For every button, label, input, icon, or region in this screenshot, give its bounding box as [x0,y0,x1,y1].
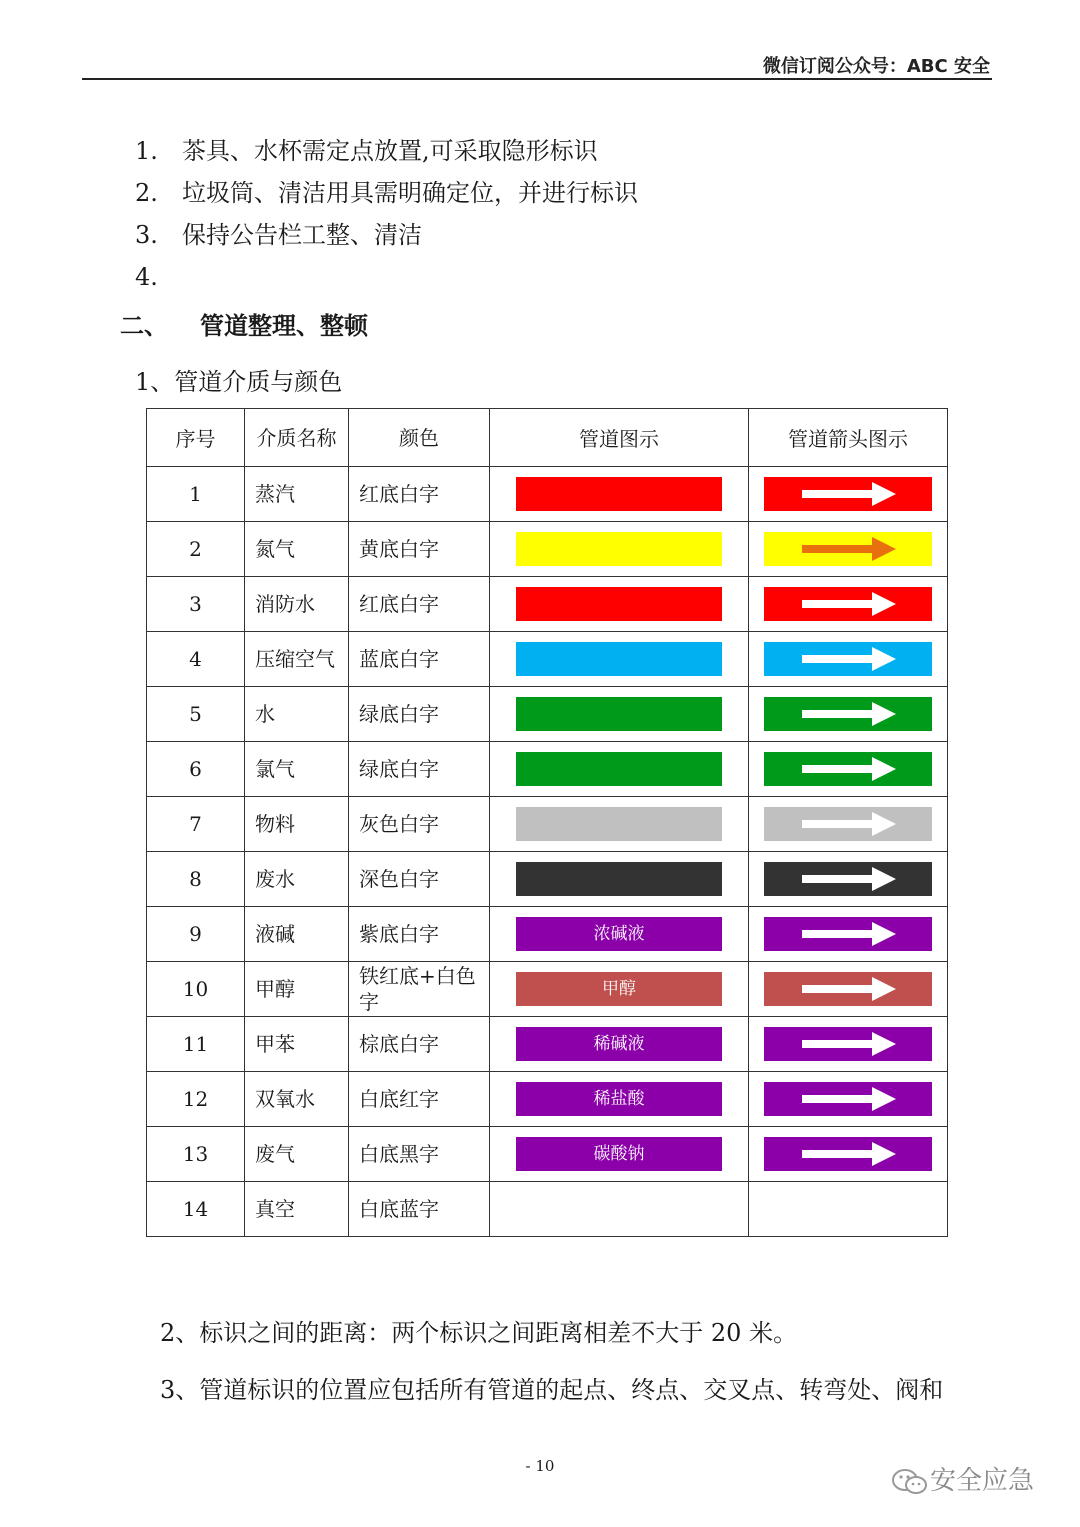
arrow-shape [802,757,896,781]
pipe-arrow-swatch [764,972,932,1006]
arrow-right-icon [764,862,932,896]
cell-arrow [749,577,948,632]
cell-pipe [490,1017,749,1072]
arrow-shape [802,702,896,726]
cell-index: 7 [147,797,245,852]
pipe-arrow-swatch [764,697,932,731]
pipe-arrow-swatch [764,862,932,896]
watermark-text: 安全应急 [930,1466,1035,1496]
cell-pipe [490,962,749,1017]
table-header-row [147,409,948,467]
cell-arrow [749,522,948,577]
cell-arrow [749,962,948,1017]
header-title: 微信订阅公众号：ABC 安全 [762,56,990,77]
cell-index: 6 [147,742,245,797]
table-row [147,632,948,687]
cell-medium: 甲苯 [245,1017,349,1072]
cell-pipe [490,467,749,522]
cell-color: 白底红字 [349,1072,490,1127]
cell-index: 11 [147,1017,245,1072]
arrow-right-icon [764,807,932,841]
table-row [147,907,948,962]
pipe-swatch [516,807,722,841]
cell-index: 12 [147,1072,245,1127]
cell-index: 5 [147,687,245,742]
cell-color: 白底蓝字 [349,1182,490,1237]
pipe-swatch [516,697,722,731]
cell-color: 深色白字 [349,852,490,907]
arrow-right-icon [764,477,932,511]
cell-color: 蓝底白字 [349,632,490,687]
watermark [890,1460,1034,1497]
cell-color: 棕底白字 [349,1017,490,1072]
page-header [82,50,992,80]
cell-color: 灰色白字 [349,797,490,852]
pipe-arrow-swatch [764,1137,932,1171]
cell-pipe [490,632,749,687]
subsection-title: 1、管道介质与颜色 [135,368,343,396]
table-row [147,467,948,522]
cell-index: 2 [147,522,245,577]
cell-medium: 压缩空气 [245,632,349,687]
table-row [147,577,948,632]
pipe-swatch: 甲醇 [516,972,722,1006]
pipe-swatch: 浓碱液 [516,917,722,951]
cell-color: 红底白字 [349,467,490,522]
arrow-shape [802,977,896,1001]
table-row [147,852,948,907]
cell-medium: 真空 [245,1182,349,1237]
cell-pipe [490,1072,749,1127]
cell-arrow [749,632,948,687]
cell-arrow [749,797,948,852]
cell-arrow [749,1017,948,1072]
cell-medium: 氯气 [245,742,349,797]
list-item-number: 2. [135,179,158,207]
pipe-swatch [516,587,722,621]
cell-pipe [490,522,749,577]
cell-index: 8 [147,852,245,907]
arrow-shape [802,537,896,561]
list-item-number: 4. [135,263,158,291]
arrow-shape [802,867,896,891]
pipe-arrow-swatch [764,1027,932,1061]
cell-medium: 甲醇 [245,962,349,1017]
cell-color: 铁红底+白色字 [349,962,490,1017]
cell-pipe [490,797,749,852]
pipe-arrow-swatch [764,477,932,511]
arrow-right-icon [764,1027,932,1061]
cell-medium: 废水 [245,852,349,907]
cell-pipe [490,1182,749,1237]
cell-pipe [490,852,749,907]
arrow-right-icon [764,532,932,566]
pipe-arrow-swatch [764,917,932,951]
cell-arrow [749,907,948,962]
cell-index: 1 [147,467,245,522]
cell-arrow [749,1182,948,1237]
cell-color: 白底黑字 [349,1127,490,1182]
pipe-arrow-swatch [764,807,932,841]
cell-medium: 消防水 [245,577,349,632]
section-heading [120,306,368,341]
list-item-text: 垃圾筒、清洁用具需明确定位，并进行标识 [182,179,638,207]
cell-arrow [749,852,948,907]
cell-medium: 水 [245,687,349,742]
pipe-color-table [146,408,948,1237]
pipe-arrow-swatch [764,642,932,676]
cell-index: 14 [147,1182,245,1237]
col-header-index: 序号 [147,409,245,467]
arrow-right-icon [764,972,932,1006]
arrow-shape [802,592,896,616]
table-row [147,1127,948,1182]
table-row [147,742,948,797]
cell-pipe [490,742,749,797]
pipe-arrow-swatch [764,752,932,786]
arrow-shape [802,482,896,506]
list-item-text: 保持公告栏工整、清洁 [182,221,422,249]
list-item [135,214,638,256]
cell-medium: 双氧水 [245,1072,349,1127]
cell-medium: 液碱 [245,907,349,962]
arrow-shape [802,1142,896,1166]
cell-color: 绿底白字 [349,742,490,797]
cell-index: 4 [147,632,245,687]
cell-arrow [749,687,948,742]
table-body [147,467,948,1237]
list-item-number: 1. [135,137,158,165]
table-row [147,1182,948,1237]
cell-index: 10 [147,962,245,1017]
list-item-text: 茶具、水杯需定点放置,可采取隐形标识 [182,137,598,165]
cell-arrow [749,742,948,797]
paragraph-position: 3、管道标识的位置应包括所有管道的起点、终点、交叉点、转弯处、阀和 [160,1376,944,1404]
arrow-shape [802,812,896,836]
cell-color: 黄底白字 [349,522,490,577]
arrow-right-icon [764,752,932,786]
pipe-swatch [516,752,722,786]
pipe-swatch [516,642,722,676]
arrow-shape [802,1087,896,1111]
cell-index: 13 [147,1127,245,1182]
cell-medium: 物料 [245,797,349,852]
col-header-color: 颜色 [349,409,490,467]
wechat-icon [890,1467,930,1497]
list-item [135,256,638,298]
pipe-arrow-swatch [764,532,932,566]
cell-arrow [749,1072,948,1127]
cell-pipe [490,907,749,962]
col-header-arrow: 管道箭头图示 [749,409,948,467]
pipe-arrow-swatch [764,1082,932,1116]
arrow-right-icon [764,642,932,676]
table-row [147,797,948,852]
table-row [147,687,948,742]
cell-arrow [749,467,948,522]
table-row [147,1017,948,1072]
cell-medium: 废气 [245,1127,349,1182]
pipe-swatch: 碳酸钠 [516,1137,722,1171]
arrow-right-icon [764,917,932,951]
arrow-shape [802,647,896,671]
cell-color: 绿底白字 [349,687,490,742]
arrow-shape [802,922,896,946]
pipe-swatch [516,477,722,511]
cell-index: 3 [147,577,245,632]
list-item [135,130,638,172]
pipe-swatch: 稀盐酸 [516,1082,722,1116]
cell-pipe [490,577,749,632]
list-item [135,172,638,214]
cell-pipe [490,1127,749,1182]
paragraph-distance: 2、标识之间的距离：两个标识之间距离相差不大于 20 米。 [160,1319,798,1347]
table-row [147,1072,948,1127]
section-number: 二、 [120,312,168,340]
pipe-swatch [516,532,722,566]
pipe-swatch: 稀碱液 [516,1027,722,1061]
table-row [147,962,948,1017]
cell-index: 9 [147,907,245,962]
cell-medium: 氮气 [245,522,349,577]
arrow-right-icon [764,1082,932,1116]
col-header-pipe: 管道图示 [490,409,749,467]
section-title: 管道整理、整顿 [200,312,368,340]
arrow-right-icon [764,1137,932,1171]
col-header-medium: 介质名称 [245,409,349,467]
cell-color: 紫底白字 [349,907,490,962]
cell-medium: 蒸汽 [245,467,349,522]
arrow-right-icon [764,697,932,731]
page-number: - 10 [525,1457,555,1475]
pipe-arrow-swatch [764,587,932,621]
rules-list [135,130,638,298]
cell-arrow [749,1127,948,1182]
table-row [147,522,948,577]
pipe-swatch [516,862,722,896]
list-item-number: 3. [135,221,158,249]
cell-pipe [490,687,749,742]
arrow-shape [802,1032,896,1056]
arrow-right-icon [764,587,932,621]
cell-color: 红底白字 [349,577,490,632]
